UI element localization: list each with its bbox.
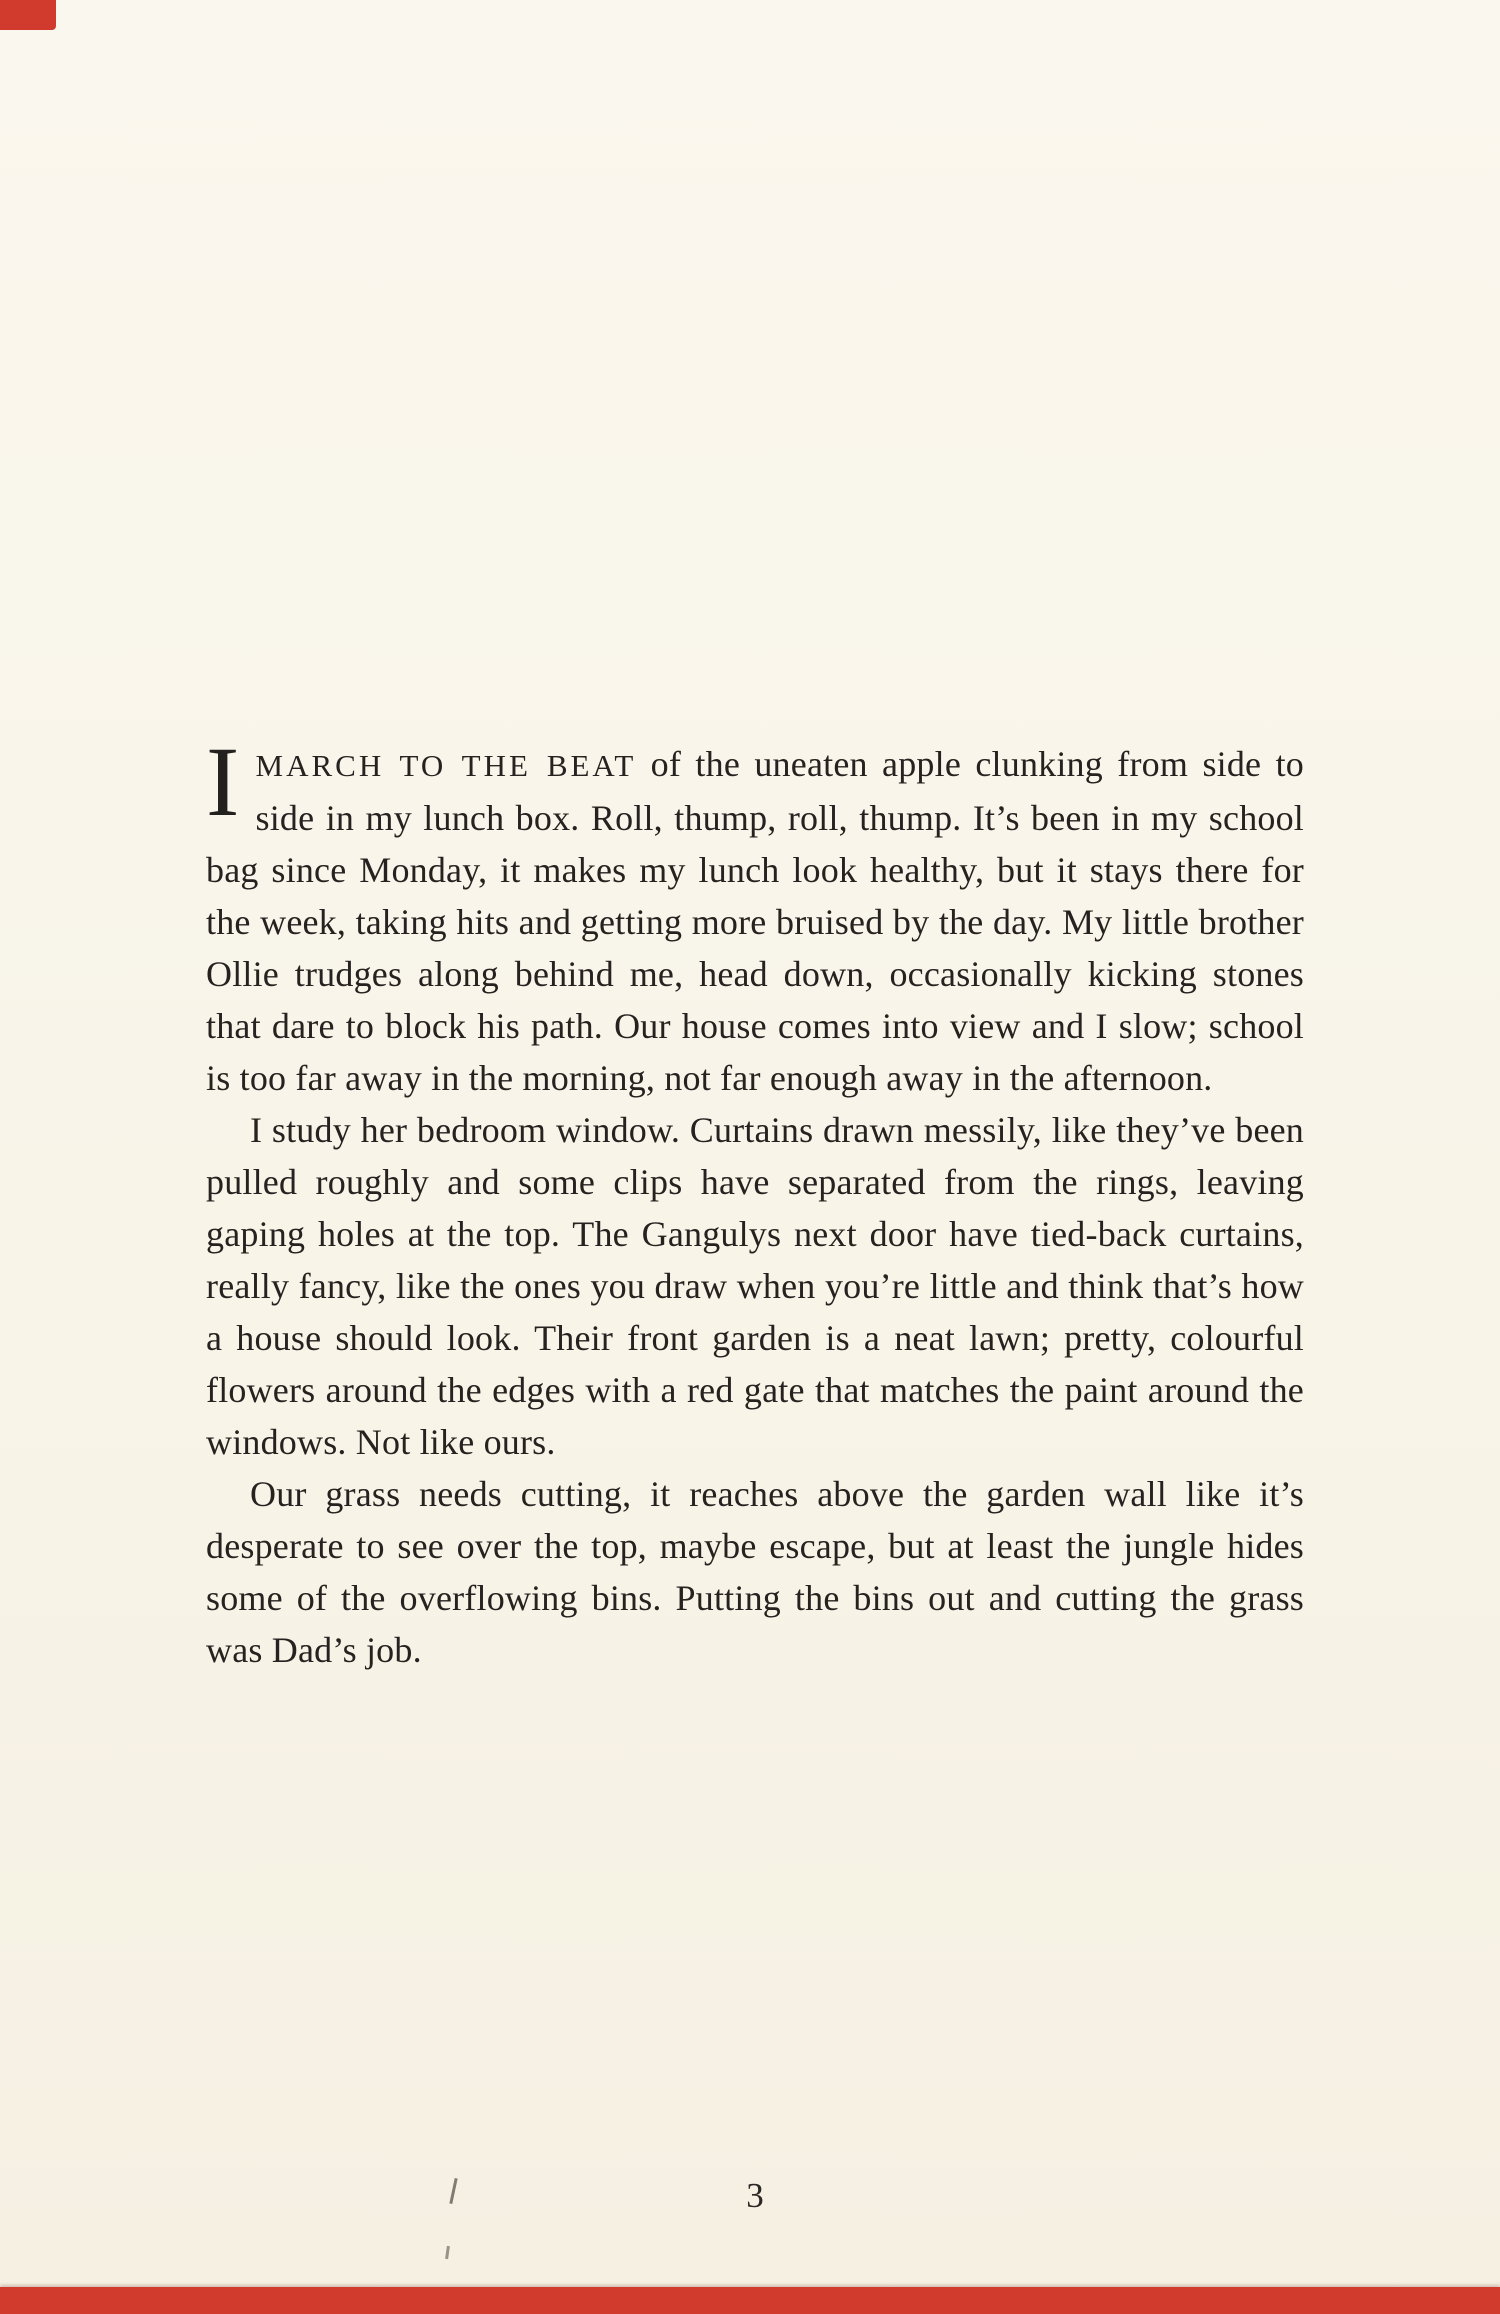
scan-red-strip-bottom	[0, 2287, 1500, 2314]
page-number: 3	[746, 2176, 764, 2215]
lead-in-small-caps: MARCH TO THE BEAT	[255, 748, 637, 783]
paragraph: I study her bedroom window. Curtains drawn messily, like they’ve been pulled roughly and some clips have separated from the rings, leaving gaping holes at the top. The Gangulys next door have tied-back curtains, really fancy, like the ones you draw when you’re little and think that’s how a house should look. Their front garden is a neat lawn; pretty, colourful flowers around the edges with a red gate that matches the paint around the windows. Not like ours.	[206, 1110, 1304, 1462]
opening-paragraph	[206, 726, 1304, 1104]
page-text-block	[206, 726, 1304, 1676]
paragraph: Our grass needs cutting, it reaches above the garden wall like it’s desperate to see over the top, maybe escape, but at least the jungle hides some of the overflowing bins. Putting the bins out and cutting the grass was Dad’s job.	[206, 1474, 1304, 1670]
drop-cap: I	[206, 726, 240, 837]
scan-red-strip-top-left	[0, 0, 56, 30]
opening-paragraph-text: of the uneaten apple clunking from side to side in my lunch box. Roll, thump, roll, thump. It’s been in my school bag since Monday, it makes my lunch look healthy, but it stays there for the week, taking hits and getting more bruised by the day. My little brother Ollie trudges along behind me, head down, occasionally kicking stones that dare to block his path. Our house comes into view and I slow; school is too far away in the morning, not far enough away in the afternoon.	[206, 744, 1304, 1098]
scan-mark	[445, 2246, 450, 2259]
